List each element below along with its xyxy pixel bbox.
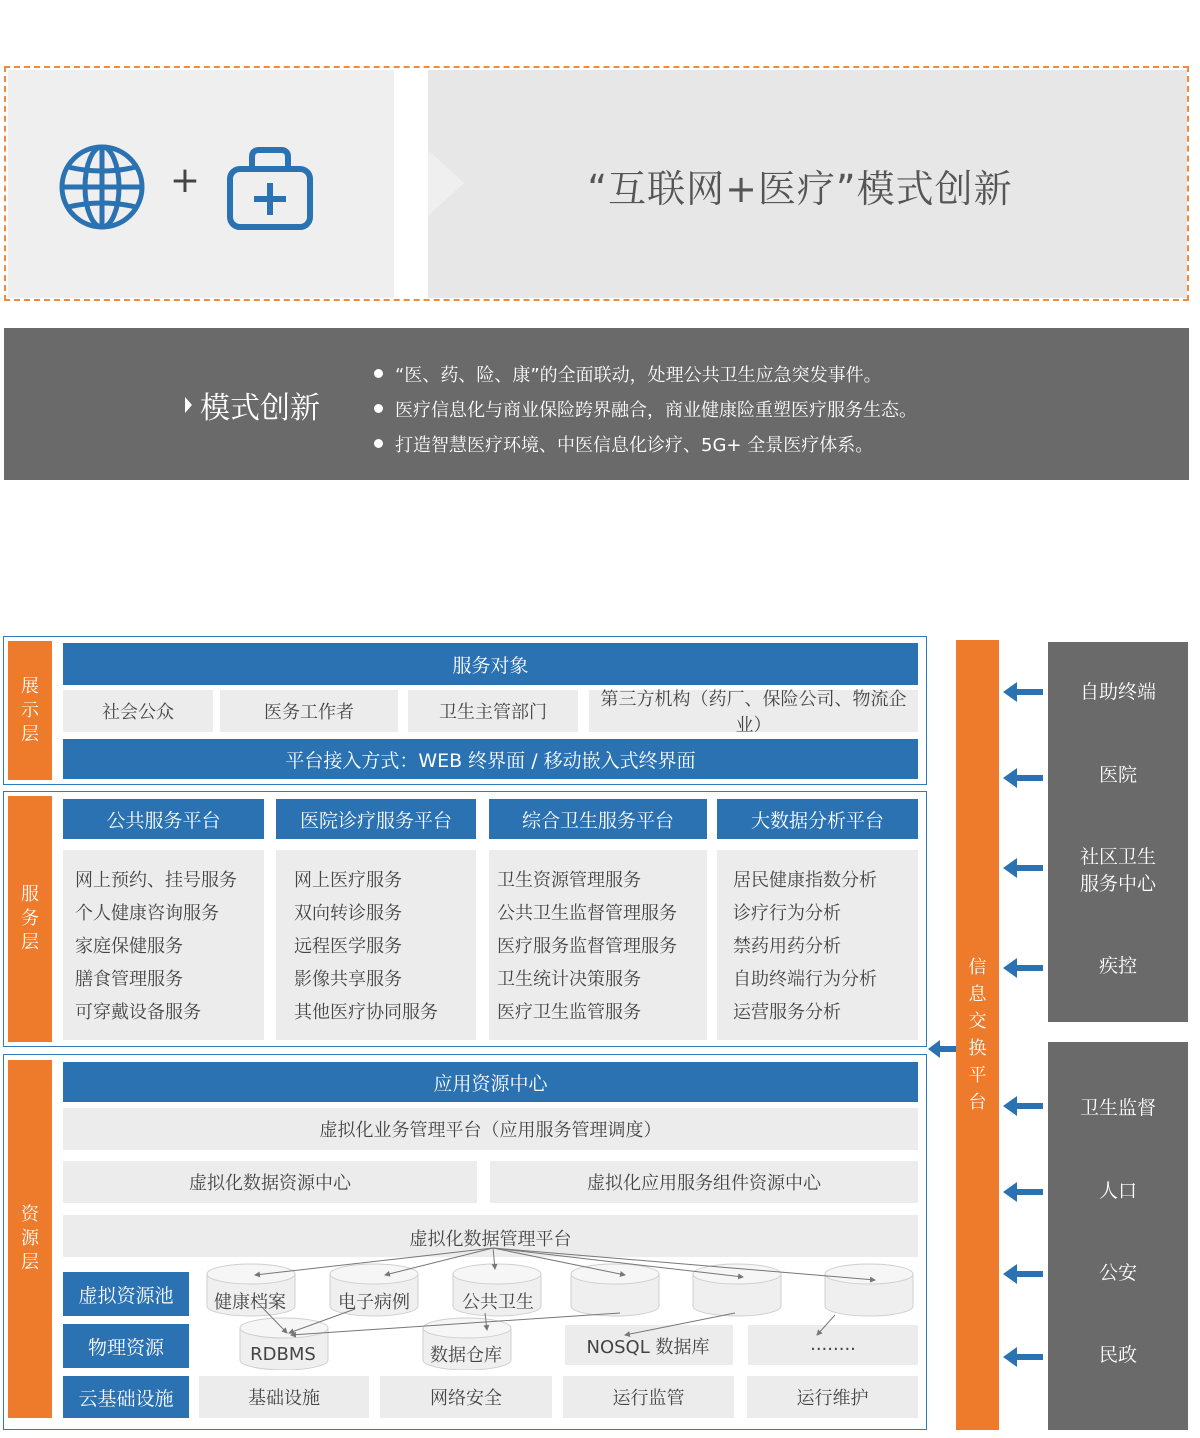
- plus-sign: +: [169, 159, 201, 201]
- source-item: 自助终端: [1079, 680, 1156, 703]
- globe-icon: [56, 143, 148, 231]
- arrow-left-icon: [1003, 682, 1043, 702]
- service-item: 禁药用药分析: [733, 936, 841, 957]
- service-item: 卫生统计决策服务: [497, 969, 641, 990]
- mode-label-text: 模式创新: [200, 391, 320, 426]
- arrow-left-icon: [1003, 1347, 1043, 1367]
- access-method-bar: 平台接入方式：WEB 终界面 / 移动嵌入式终界面: [63, 739, 918, 779]
- arrow-left-icon: [1003, 958, 1043, 978]
- service-item: 医疗服务监督管理服务: [497, 936, 677, 957]
- mode-bullets: [374, 356, 1154, 461]
- service-item: 可穿戴设备服务: [75, 1002, 201, 1023]
- chevron-icon: [428, 150, 464, 216]
- platform-service-list: [717, 850, 918, 1040]
- target-cell: 医务工作者: [220, 690, 398, 732]
- pool-item: 健康档案: [214, 1292, 286, 1313]
- service-item: 医疗卫生监管服务: [497, 1002, 641, 1023]
- arrow-left-icon: [1003, 768, 1043, 788]
- bullet-item: [374, 356, 1154, 391]
- service-item: 家庭保健服务: [75, 936, 183, 957]
- service-item: 影像共享服务: [294, 969, 402, 990]
- source-item: 医院: [1098, 763, 1137, 786]
- source-item: 人口: [1098, 1179, 1137, 1202]
- target-cell: 社会公众: [63, 690, 213, 732]
- physical-item: NOSQL 数据库: [586, 1337, 710, 1358]
- infra-item: 运行监管: [563, 1376, 734, 1418]
- virtual-business-platform: 虚拟化业务管理平台（应用服务管理调度）: [63, 1108, 918, 1150]
- arrow-left-icon: [928, 1038, 956, 1060]
- service-item: 网上医疗服务: [294, 870, 402, 891]
- medical-kit-icon: [226, 145, 314, 231]
- cloud-infra-label: 云基础设施: [63, 1376, 189, 1418]
- service-item: 自助终端行为分析: [733, 969, 877, 990]
- platform-title: 医院诊疗服务平台: [276, 799, 476, 839]
- incoming-arrows: [1003, 680, 1043, 1380]
- platform-title: 公共服务平台: [63, 799, 264, 839]
- virtual-data-center: 虚拟化数据资源中心: [63, 1161, 477, 1203]
- bullet-item: [374, 391, 1154, 426]
- service-item: 其他医疗协同服务: [294, 1002, 438, 1023]
- physical-item: 数据仓库: [430, 1345, 502, 1366]
- mode-label: [185, 380, 335, 430]
- service-item: 膳食管理服务: [75, 969, 183, 990]
- service-target-header: 服务对象: [63, 643, 918, 685]
- service-layer-tab: 服 务 层: [8, 796, 52, 1042]
- physical-item: ........: [810, 1333, 856, 1355]
- service-item: 卫生资源管理服务: [497, 870, 641, 891]
- arrow-left-icon: [1003, 1182, 1043, 1202]
- bullet-text: “医、药、险、康”的全面联动，处理公共卫生应急突发事件。: [395, 364, 882, 386]
- bullet-text: 医疗信息化与商业保险跨界融合，商业健康险重塑医疗服务生态。: [395, 399, 917, 421]
- source-item: 民政: [1098, 1343, 1137, 1366]
- cylinder-icon: [693, 1264, 781, 1316]
- virtual-pool-label: 虚拟资源池: [63, 1272, 189, 1316]
- service-item: 网上预约、挂号服务: [75, 870, 237, 891]
- service-item: 诊疗行为分析: [733, 903, 841, 924]
- target-cell: 卫生主管部门: [408, 690, 578, 732]
- arrow-left-icon: [1003, 1096, 1043, 1116]
- app-resource-center: 应用资源中心: [63, 1062, 918, 1102]
- platform-service-list: [63, 850, 264, 1040]
- infra-item: 网络安全: [380, 1376, 552, 1418]
- source-item: 公安: [1098, 1261, 1137, 1284]
- service-item: 公共卫生监督管理服务: [497, 903, 677, 924]
- service-item: 居民健康指数分析: [733, 870, 877, 891]
- bullet-item: [374, 426, 1154, 461]
- virtual-data-mgmt-platform: 虚拟化数据管理平台: [63, 1215, 918, 1257]
- cylinder-icon: [825, 1264, 913, 1316]
- physical-item: RDBMS: [250, 1343, 316, 1365]
- target-cell: 第三方机构（药厂、保险公司、物流企业）: [589, 690, 918, 732]
- source-item: 疾控: [1098, 954, 1137, 977]
- info-exchange-platform: 信 息 交 换 平 台: [956, 640, 999, 1430]
- bullet-dot-icon: [374, 369, 383, 378]
- cylinder-icon: [571, 1264, 659, 1316]
- physical-resource-label: 物理资源: [63, 1324, 189, 1368]
- service-item: 运营服务分析: [733, 1002, 841, 1023]
- pool-item: 电子病例: [338, 1292, 410, 1313]
- pool-item: 公共卫生: [462, 1292, 534, 1313]
- source-item: 卫生监督: [1079, 1096, 1156, 1119]
- service-item: 个人健康咨询服务: [75, 903, 219, 924]
- virtual-app-center: 虚拟化应用服务组件资源中心: [490, 1161, 918, 1203]
- display-layer-tab: 展 示 层: [8, 641, 52, 780]
- bullet-dot-icon: [374, 404, 383, 413]
- infra-item: 运行维护: [747, 1376, 918, 1418]
- platform-title: 大数据分析平台: [717, 799, 918, 839]
- bullet-dot-icon: [374, 439, 383, 448]
- infra-item: 基础设施: [199, 1376, 369, 1418]
- source-item: 社区卫生 服务中心: [1079, 846, 1156, 895]
- banner-title: “互联网+医疗”模式创新: [587, 166, 1013, 211]
- bullet-text: 打造智慧医疗环境、中医信息化诊疗、5G+ 全景医疗体系。: [395, 434, 874, 456]
- service-item: 远程医学服务: [294, 936, 402, 957]
- platform-service-list: [276, 850, 476, 1040]
- platform-service-list: [489, 850, 707, 1040]
- resource-layer-tab: 资 源 层: [8, 1060, 52, 1418]
- arrow-left-icon: [1003, 1264, 1043, 1284]
- service-item: 双向转诊服务: [294, 903, 402, 924]
- platform-title: 综合卫生服务平台: [489, 799, 707, 839]
- triangle-icon: [185, 397, 192, 413]
- arrow-left-icon: [1003, 858, 1043, 878]
